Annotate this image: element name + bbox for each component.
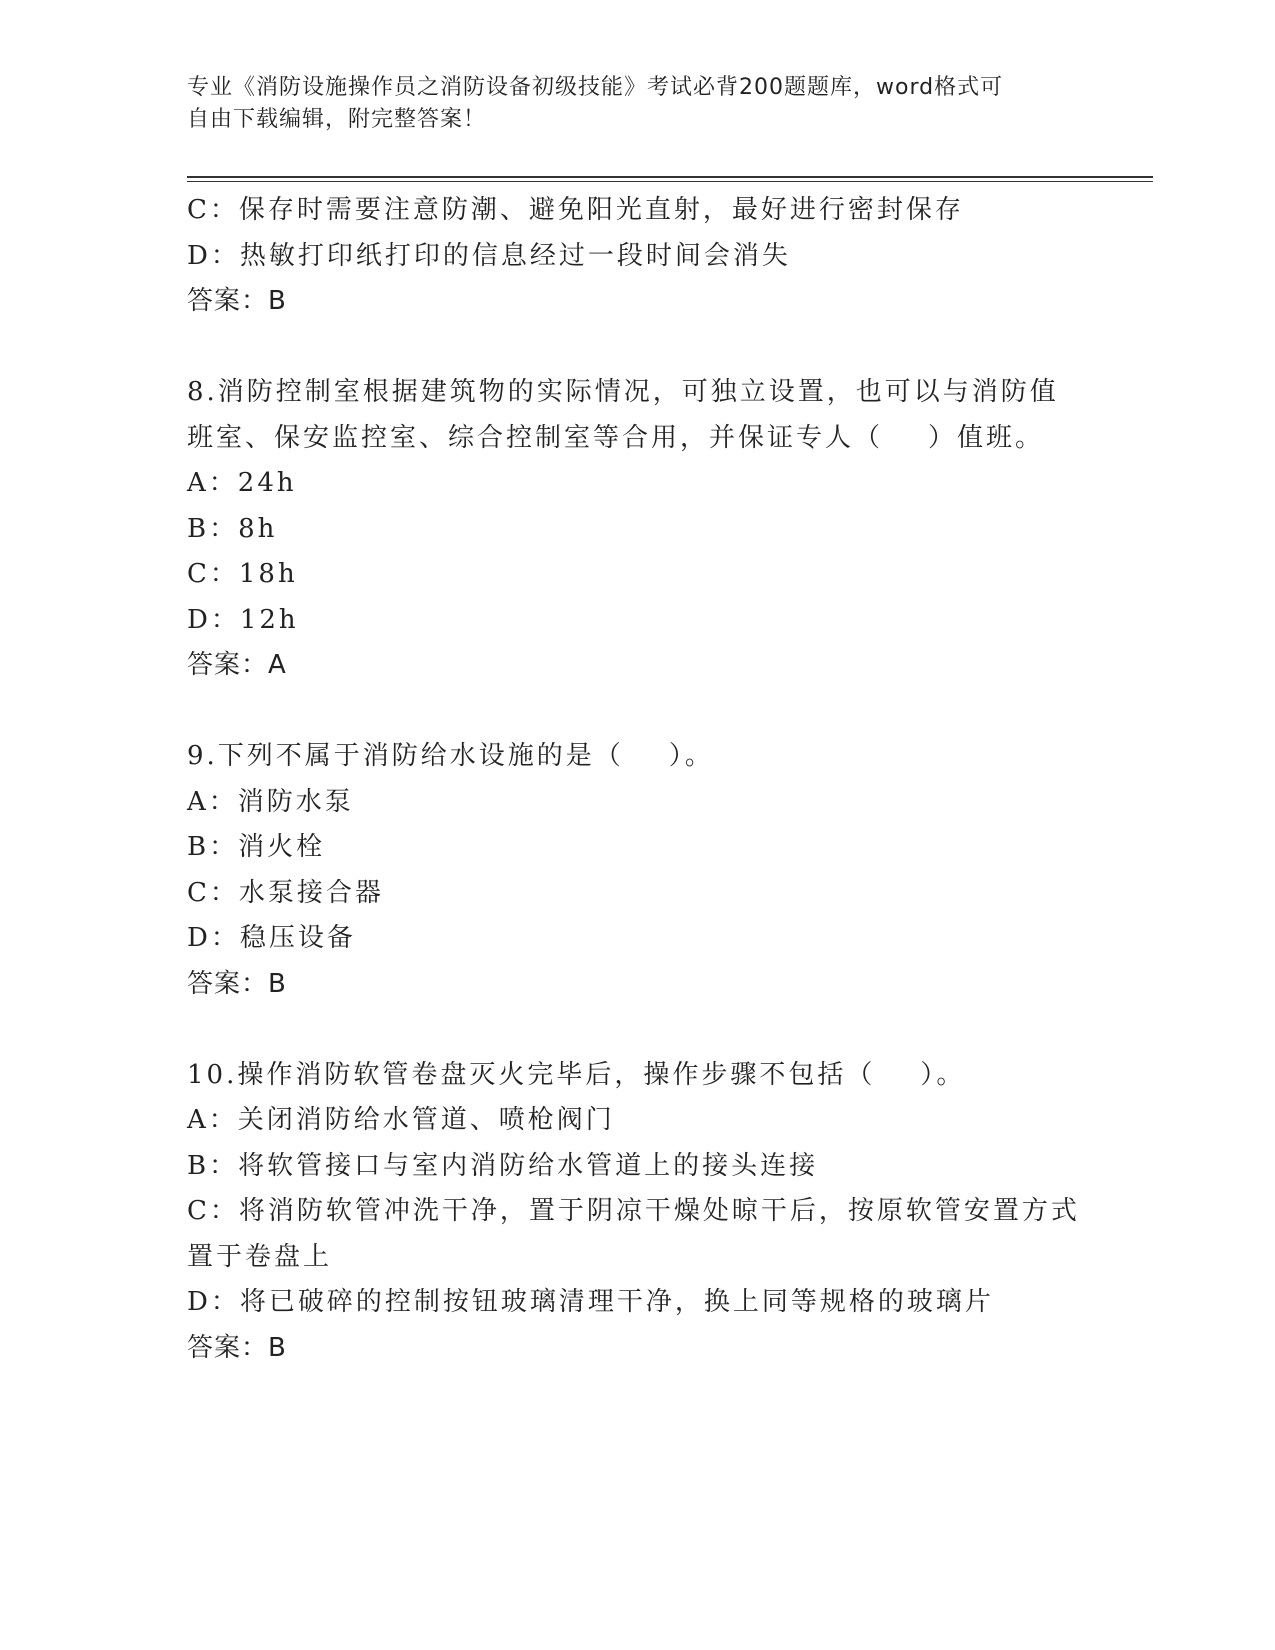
option-c: C：将消防软管冲洗干净，置于阴凉干燥处晾干后，按原软管安置方式 [187, 1196, 1080, 1226]
option-c-continued: 置于卷盘上 [187, 1241, 333, 1272]
answer-line: 答案：B [187, 286, 287, 316]
header-divider-thin [187, 181, 1153, 182]
header-line-2: 自由下载编辑，附完整答案！ [187, 107, 487, 132]
question-stem-line: 8.消防控制室根据建筑物的实际情况，可独立设置，也可以与消防值 [187, 377, 1059, 407]
question-stem: 9.下列不属于消防给水设施的是（ ）。 [187, 741, 714, 771]
header-divider-thick [187, 176, 1153, 178]
option-a: A：消防水泵 [187, 786, 354, 817]
answer-line: 答案：B [187, 1332, 287, 1363]
option-d: D：12h [187, 604, 299, 635]
option-d: D：稳压设备 [187, 923, 356, 953]
option-c: C：18h [187, 559, 298, 589]
option-d: D：热敏打印纸打印的信息经过一段时间会消失 [187, 240, 791, 271]
previous-question-tail [187, 188, 1087, 325]
header-line-1: 专业《消防设施操作员之消防设备初级技能》考试必背200题题库，word格式可 [187, 75, 1004, 100]
option-d: D：将已破碎的控制按钮玻璃清理干净，换上同等规格的玻璃片 [187, 1287, 994, 1317]
document-header [187, 72, 1067, 136]
answer-line: 答案：B [187, 968, 287, 999]
spacer [187, 1007, 1087, 1053]
question-8 [187, 370, 1087, 689]
question-content [187, 188, 1087, 1371]
option-c: C：水泵接合器 [187, 877, 384, 908]
spacer [187, 325, 1087, 371]
option-b: B：将软管接口与室内消防给水管道上的接头连接 [187, 1150, 819, 1181]
question-stem-line: 班室、保安监控室、综合控制室等合用，并保证专人（ ）值班。 [187, 422, 1045, 453]
question-10 [187, 1053, 1087, 1372]
option-a: A：24h [187, 468, 297, 498]
option-a: A：关闭消防给水管道、喷枪阀门 [187, 1105, 615, 1135]
spacer [187, 689, 1087, 735]
question-stem: 10.操作消防软管卷盘灭火完毕后，操作步骤不包括（ ）。 [187, 1059, 966, 1090]
answer-line: 答案：A [187, 650, 287, 680]
question-9 [187, 734, 1087, 1007]
option-c: C：保存时需要注意防潮、避免阳光直射，最好进行密封保存 [187, 195, 964, 225]
option-b: B：8h [187, 513, 278, 544]
option-b: B：消火栓 [187, 832, 326, 862]
